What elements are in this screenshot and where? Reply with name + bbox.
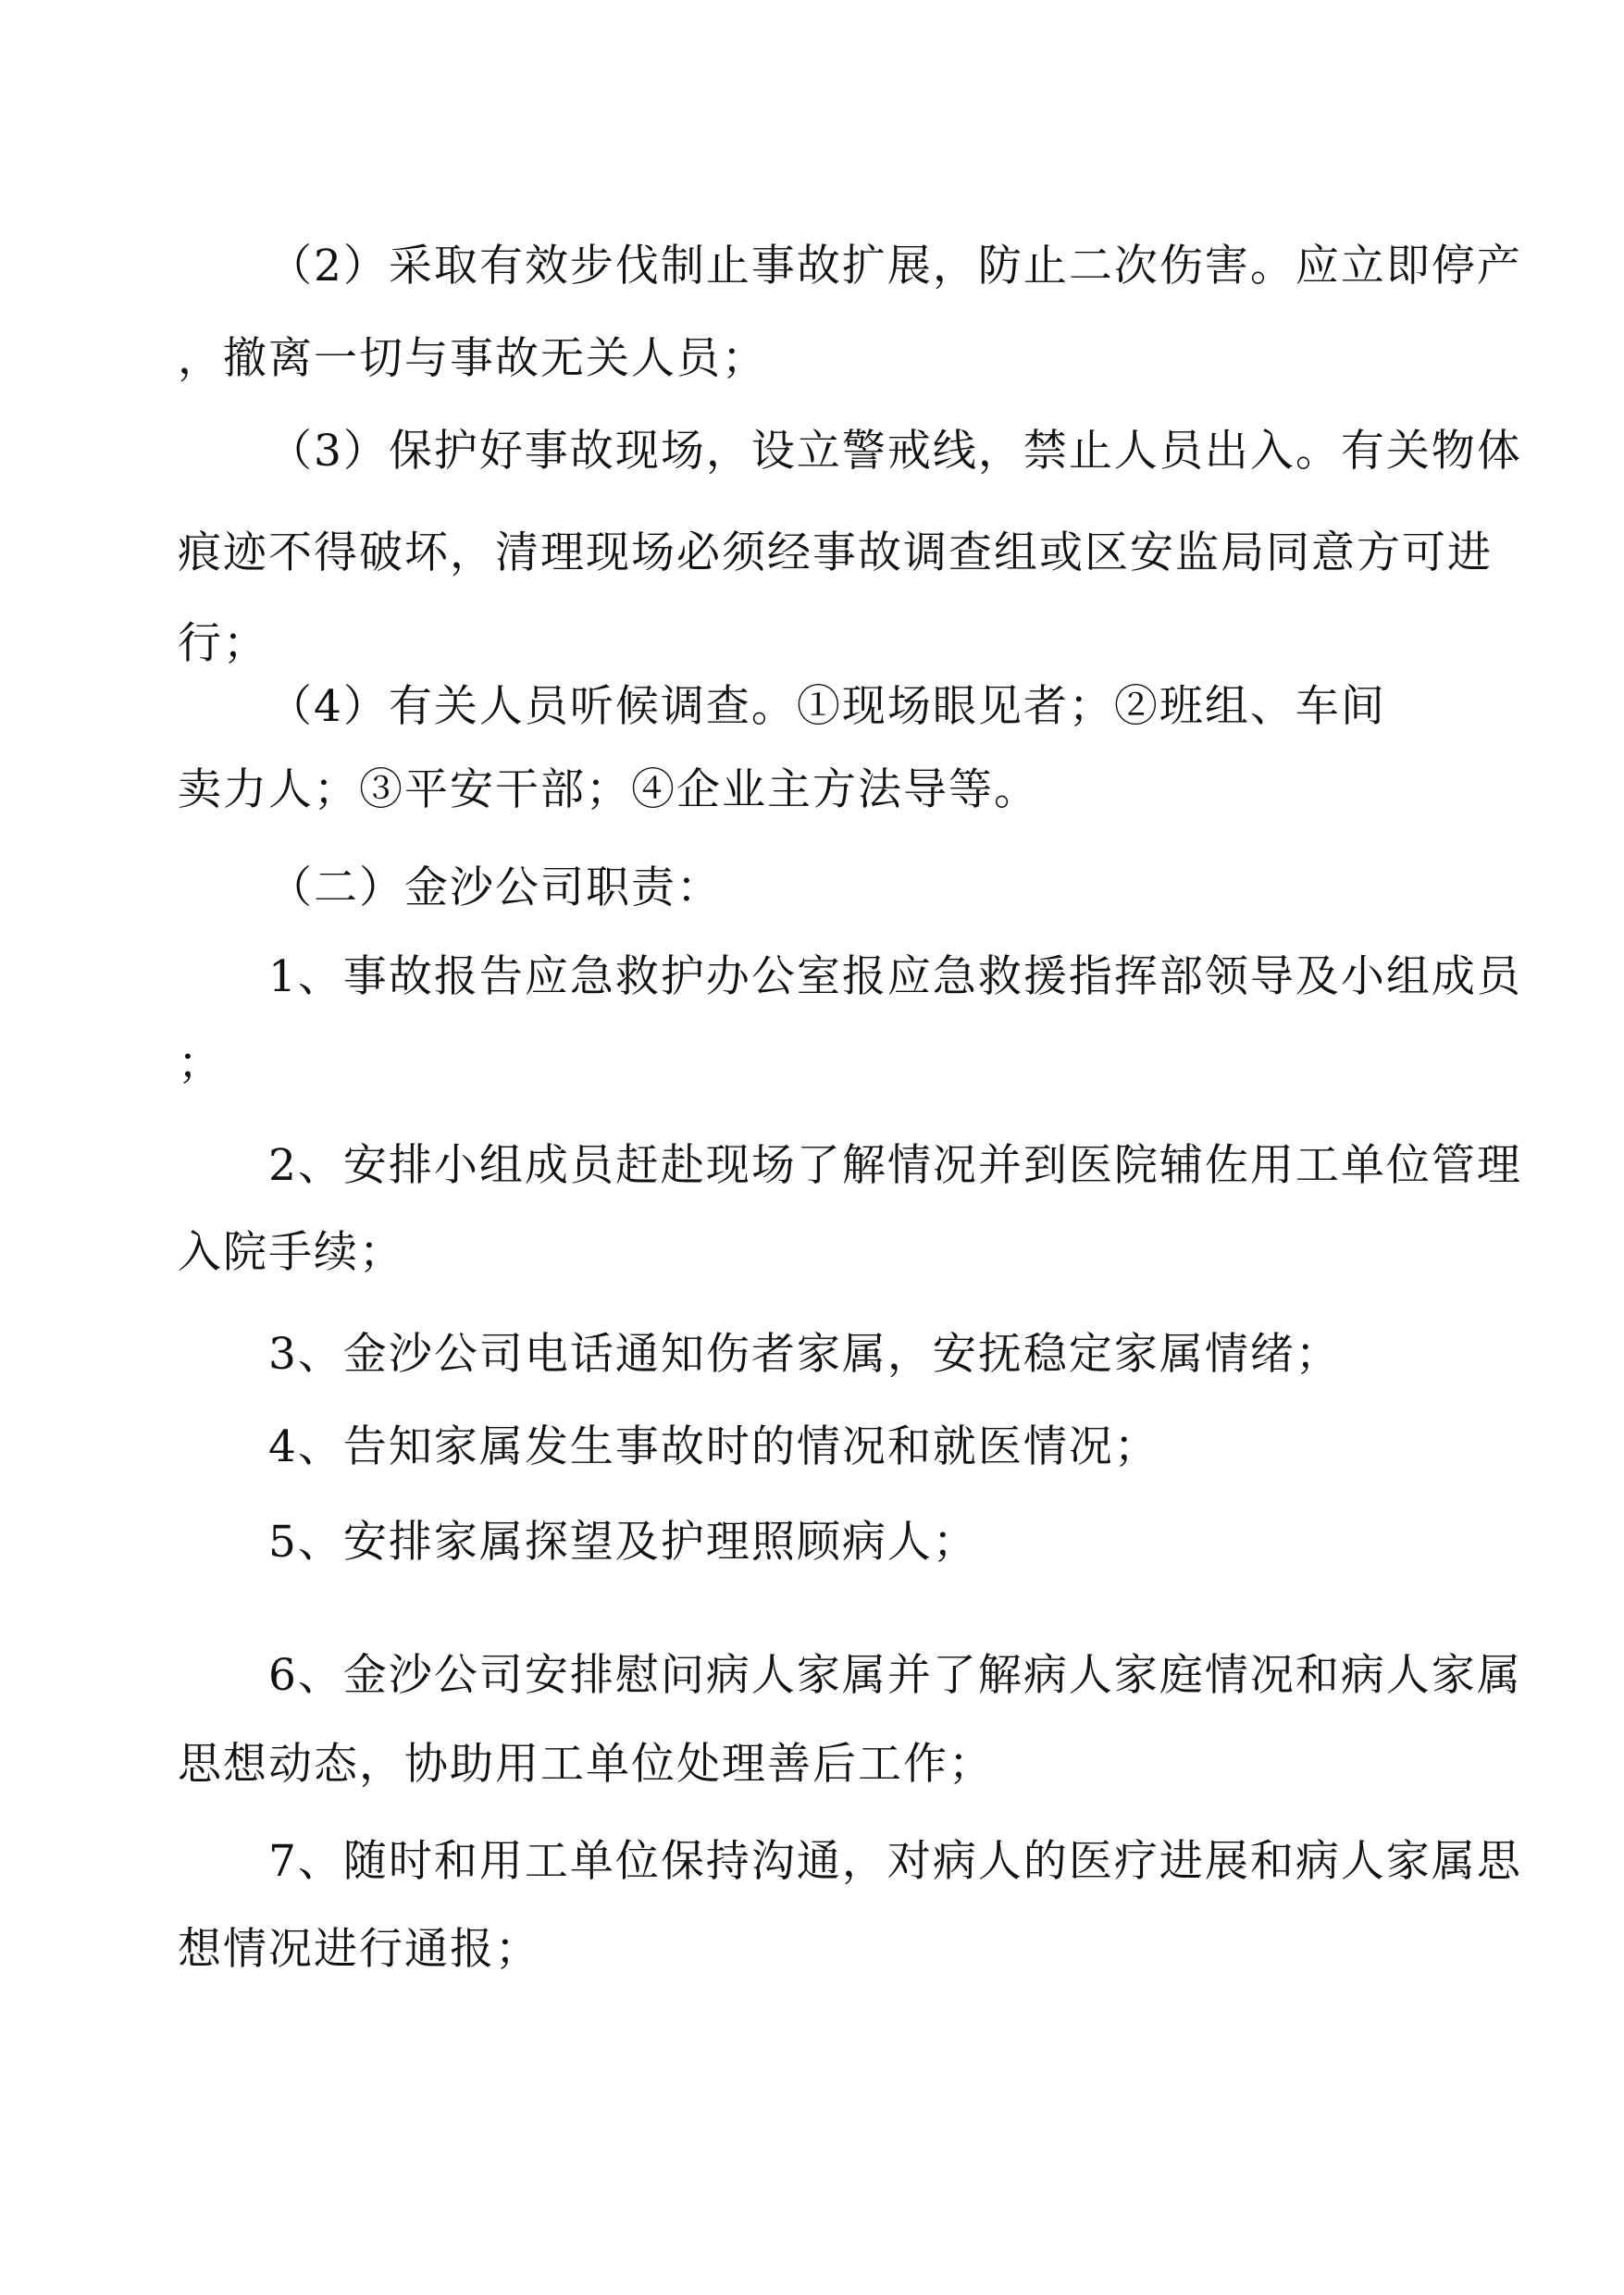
list-item: 2、安排小组成员赶赴现场了解情况并到医院辅佐用工单位管理 — [268, 1140, 1522, 1191]
list-item: 5、安排家属探望及护理照顾病人； — [268, 1517, 978, 1568]
paragraph-line: 痕迹不得破坏，清理现场必须经事故调查组或区安监局同意方可进 — [178, 527, 1493, 578]
list-item: 1、事故报告应急救护办公室报应急救援指挥部领导及小组成员 — [268, 951, 1522, 1002]
list-item: 7、随时和用工单位保持沟通，对病人的医疗进展和病人家属思 — [268, 1836, 1522, 1887]
paragraph-line: （3）保护好事故现场，设立警戒线，禁止人员出入。有关物体 — [268, 426, 1522, 477]
paragraph-line: 想情况进行通报； — [178, 1924, 540, 1975]
paragraph-line: ，撤离一切与事故无关人员； — [178, 333, 767, 384]
paragraph-line: ； — [178, 1038, 223, 1089]
paragraph-line: （2）采取有效步伐制止事故扩展，防止二次伤害。应立即停产 — [268, 241, 1522, 292]
list-item: 3、金沙公司电话通知伤者家属，安抚稳定家属情绪； — [268, 1329, 1341, 1380]
list-item: 6、金沙公司安排慰问病人家属并了解病人家庭情况和病人家属 — [268, 1650, 1522, 1701]
list-item: 4、告知家属发生事故时的情况和就医情况； — [268, 1421, 1159, 1472]
paragraph-line: 卖力人；③平安干部；④企业主方法导等。 — [178, 764, 1039, 815]
paragraph-line: 行； — [178, 618, 268, 669]
section-heading: （二）金沙公司职责： — [268, 862, 722, 913]
paragraph-line: 思想动态，协助用工单位处理善后工作； — [178, 1739, 994, 1790]
paragraph-line: 入院手续； — [178, 1227, 404, 1278]
paragraph-line: （4）有关人员听候调查。①现场眼见者；②班组、车间 — [268, 681, 1386, 732]
